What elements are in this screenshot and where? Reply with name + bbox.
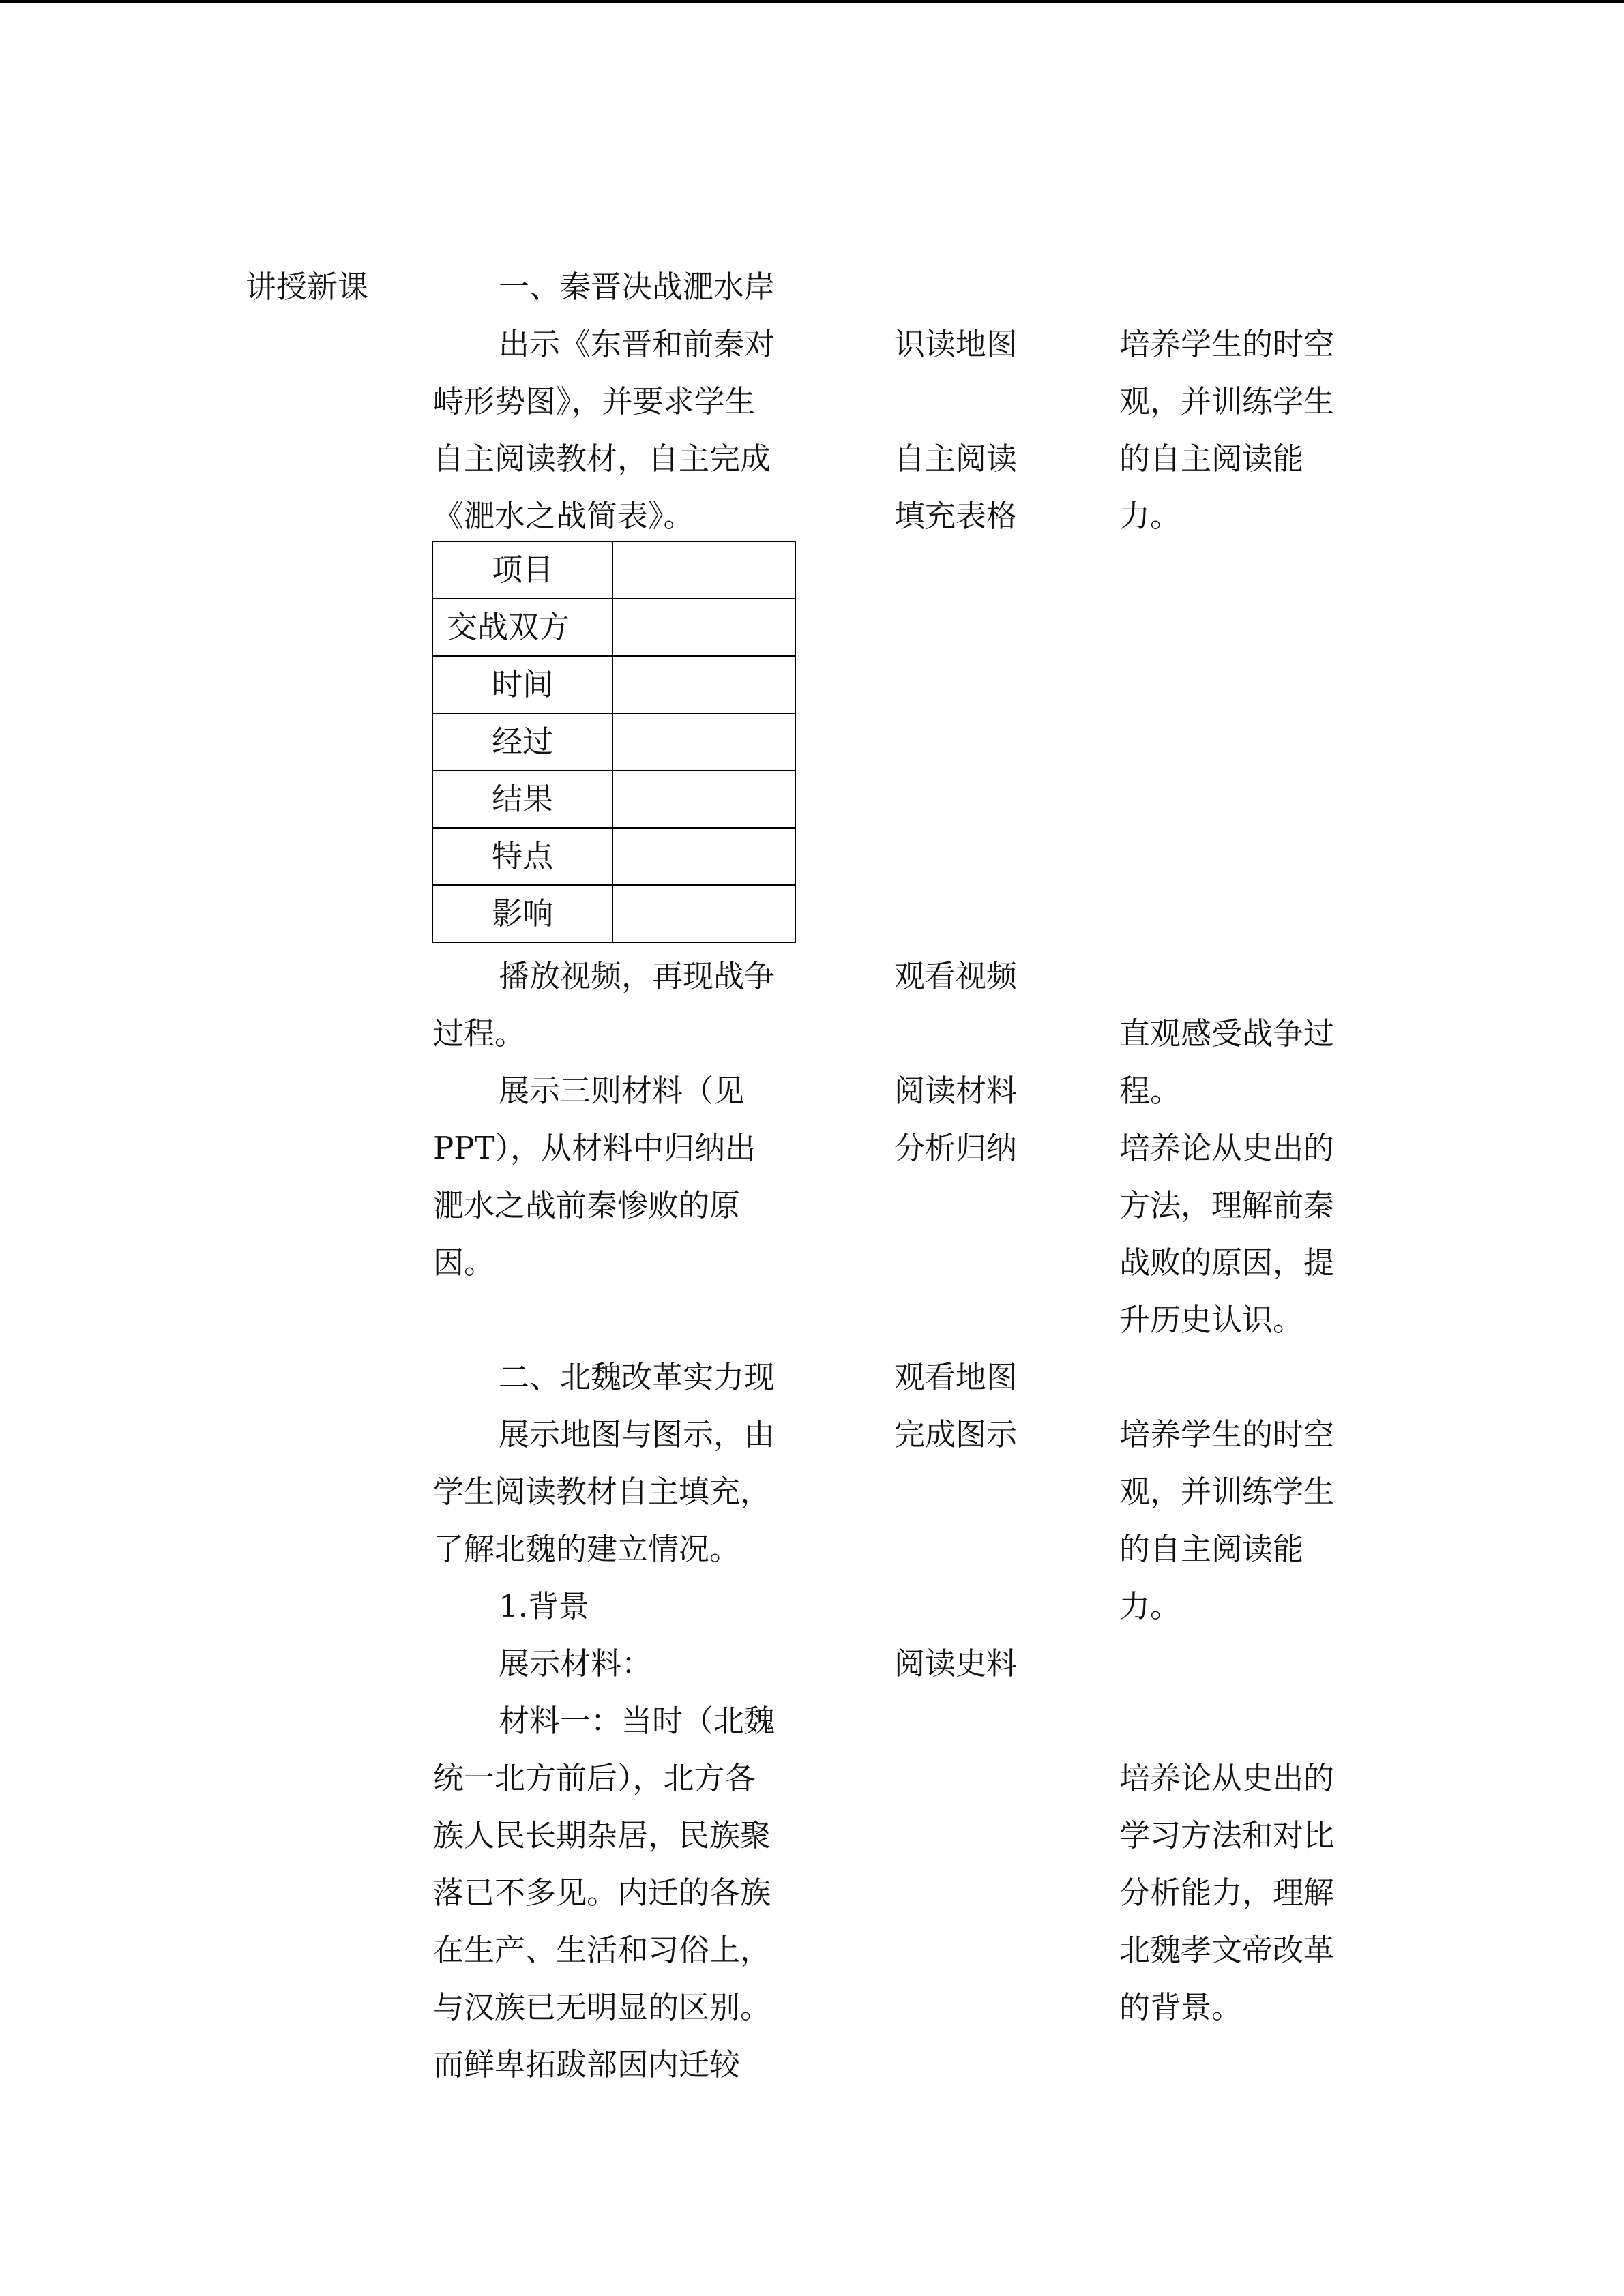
content-line: 统一北方前后），北方各 bbox=[433, 1760, 756, 1796]
purpose-line: 培养学生的时空 bbox=[1119, 326, 1335, 362]
content-line: 淝水之战前秦惨败的原 bbox=[433, 1187, 741, 1223]
purpose-line: 方法，理解前秦 bbox=[1119, 1187, 1335, 1223]
content-line: 了解北魏的建立情况。 bbox=[433, 1531, 741, 1567]
purpose-line: 的自主阅读能 bbox=[1119, 441, 1304, 477]
table-row bbox=[432, 828, 795, 885]
purpose-line: 直观感受战争过 bbox=[1119, 1015, 1335, 1052]
activity-line: 观看地图 bbox=[894, 1359, 1018, 1395]
table-row-label: 时间 bbox=[432, 656, 612, 713]
content-line: PPT），从材料中归纳出 bbox=[433, 1130, 756, 1166]
table-row bbox=[432, 599, 795, 656]
purpose-line: 培养论从史出的 bbox=[1119, 1760, 1335, 1796]
table-row bbox=[432, 713, 795, 771]
content-line: 材料一：当时（北魏 bbox=[499, 1703, 776, 1739]
activity-line: 完成图示 bbox=[894, 1416, 1018, 1452]
content-line: 一、秦晋决战淝水岸 bbox=[499, 269, 776, 305]
purpose-line: 培养学生的时空 bbox=[1119, 1416, 1335, 1452]
table-row bbox=[432, 541, 795, 599]
table-row bbox=[432, 771, 795, 828]
content-line: 《淝水之战简表》。 bbox=[433, 498, 694, 534]
table-blank-cell bbox=[612, 713, 795, 771]
content-line: 族人民长期杂居，民族聚 bbox=[433, 1817, 771, 1853]
content-line: 出示《东晋和前秦对 bbox=[499, 326, 776, 362]
activity-line: 填充表格 bbox=[894, 498, 1018, 534]
table-blank-cell bbox=[612, 541, 795, 599]
activity-line: 阅读材料 bbox=[894, 1073, 1018, 1109]
content-line: 与汉族已无明显的区别。 bbox=[433, 1989, 771, 2025]
table-row bbox=[432, 885, 795, 942]
table-blank-cell bbox=[612, 599, 795, 656]
content-line: 过程。 bbox=[433, 1015, 526, 1052]
purpose-line: 的自主阅读能 bbox=[1119, 1531, 1304, 1567]
purpose-line: 的背景。 bbox=[1119, 1989, 1243, 2025]
table-row bbox=[432, 656, 795, 713]
table-blank-cell bbox=[612, 656, 795, 713]
content-line: 1.背景 bbox=[499, 1588, 589, 1624]
purpose-line: 学习方法和对比 bbox=[1119, 1817, 1335, 1853]
table-row-label: 影响 bbox=[432, 885, 612, 942]
content-line: 展示地图与图示，由 bbox=[499, 1416, 776, 1452]
content-line: 展示三则材料（见 bbox=[499, 1073, 745, 1109]
table-row-label: 交战双方 bbox=[432, 599, 612, 656]
table-blank-cell bbox=[612, 885, 795, 942]
purpose-line: 北魏孝文帝改革 bbox=[1119, 1932, 1335, 1968]
purpose-line: 观，并训练学生 bbox=[1119, 1474, 1335, 1510]
content-line: 展示材料： bbox=[499, 1645, 653, 1682]
purpose-line: 战败的原因，提 bbox=[1119, 1244, 1335, 1281]
feishui-battle-table bbox=[432, 541, 796, 943]
purpose-line: 升历史认识。 bbox=[1119, 1302, 1304, 1338]
content-line: 峙形势图》，并要求学生 bbox=[433, 383, 756, 419]
table-row-label: 经过 bbox=[432, 713, 612, 771]
activity-line: 观看视频 bbox=[894, 958, 1018, 994]
table-row-label: 特点 bbox=[432, 828, 612, 885]
table-row-label: 项目 bbox=[432, 541, 612, 599]
top-border-line bbox=[0, 0, 1624, 3]
table-blank-cell bbox=[612, 771, 795, 828]
purpose-line: 程。 bbox=[1119, 1073, 1181, 1109]
content-line: 因。 bbox=[433, 1244, 495, 1281]
purpose-line: 分析能力，理解 bbox=[1119, 1875, 1335, 1911]
content-line: 自主阅读教材，自主完成 bbox=[433, 441, 771, 477]
content-line: 落已不多见。内迁的各族 bbox=[433, 1875, 771, 1911]
activity-line: 阅读史料 bbox=[894, 1645, 1018, 1682]
activity-line: 识读地图 bbox=[894, 326, 1018, 362]
purpose-line: 观，并训练学生 bbox=[1119, 383, 1335, 419]
purpose-line: 力。 bbox=[1119, 498, 1181, 534]
content-line: 而鲜卑拓跋部因内迁较 bbox=[433, 2046, 741, 2083]
activity-line: 分析归纳 bbox=[894, 1130, 1018, 1166]
table-row-label: 结果 bbox=[432, 771, 612, 828]
purpose-line: 培养论从史出的 bbox=[1119, 1130, 1335, 1166]
section-label: 讲授新课 bbox=[246, 269, 369, 305]
activity-line: 自主阅读 bbox=[894, 441, 1018, 477]
content-line: 学生阅读教材自主填充， bbox=[433, 1474, 771, 1510]
purpose-line: 力。 bbox=[1119, 1588, 1181, 1624]
content-line: 二、北魏改革实力现 bbox=[499, 1359, 776, 1395]
content-line: 在生产、生活和习俗上， bbox=[433, 1932, 771, 1968]
content-line: 播放视频，再现战争 bbox=[499, 958, 776, 994]
table-blank-cell bbox=[612, 828, 795, 885]
